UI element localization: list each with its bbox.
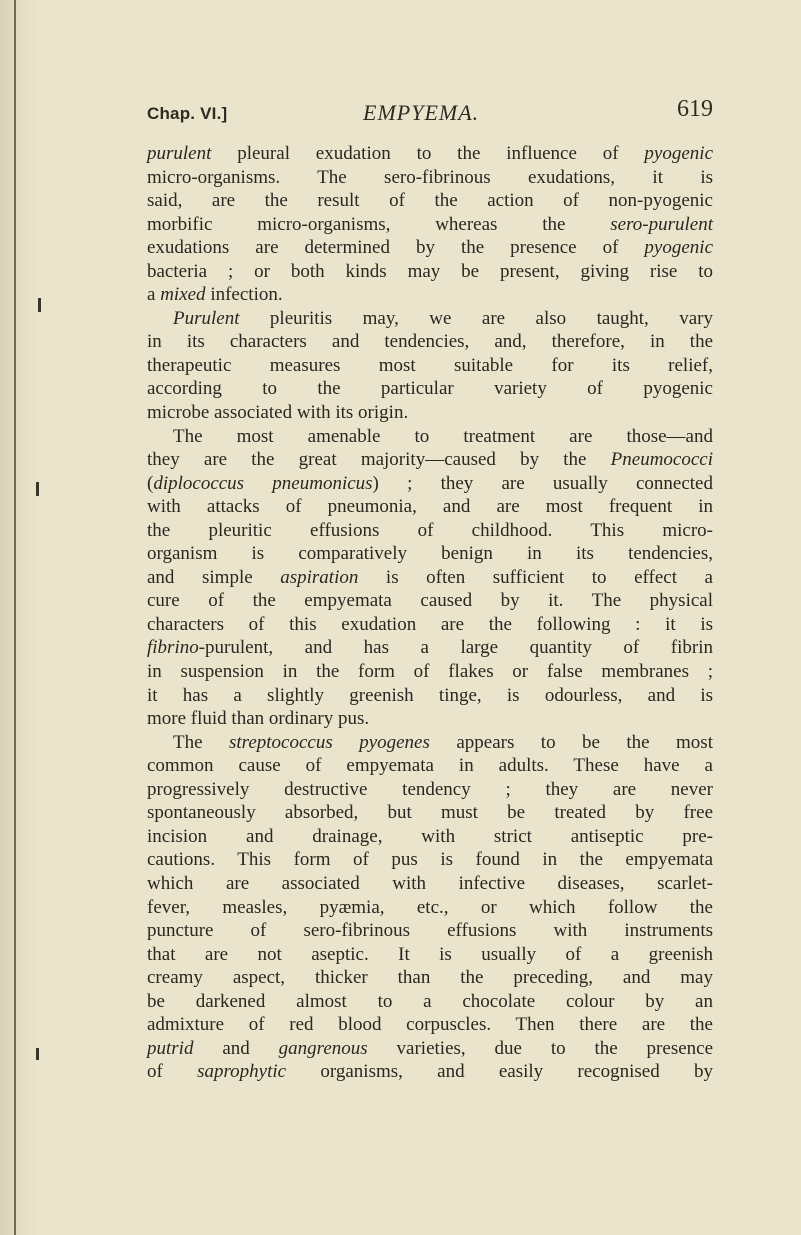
text-line bbox=[147, 1013, 713, 1037]
text-line bbox=[147, 990, 713, 1014]
page-edge-shadow bbox=[0, 0, 40, 1235]
text-run: cure of the empyemata caused by it. The physical bbox=[147, 590, 713, 612]
text-line bbox=[147, 377, 713, 401]
binding-mark bbox=[38, 298, 41, 312]
text-run: a bbox=[147, 284, 161, 306]
text-run: which are associated with infective diseases, scarlet- bbox=[147, 872, 713, 894]
text-line bbox=[147, 636, 713, 660]
text-line bbox=[147, 307, 713, 331]
text-run: organism is comparatively benign in its tendencies, bbox=[147, 543, 713, 565]
italic-term: putrid bbox=[147, 1037, 194, 1059]
text-line bbox=[147, 142, 713, 166]
text-line bbox=[147, 943, 713, 967]
text-run: characters of this exudation are the following : it is bbox=[147, 613, 713, 635]
text-line bbox=[147, 684, 713, 708]
italic-term: diplococcus pneumonicus bbox=[153, 472, 373, 494]
italic-term: purulent bbox=[147, 143, 212, 164]
text-run: micro-organisms. The sero-fibrinous exudations, it is bbox=[147, 166, 713, 188]
text-line bbox=[147, 495, 713, 519]
text-run: creamy aspect, thicker than the preceding, and may bbox=[147, 967, 713, 989]
text-line bbox=[147, 896, 713, 920]
text-line bbox=[147, 425, 713, 449]
text-line bbox=[147, 213, 713, 237]
binding-mark bbox=[36, 1048, 39, 1060]
text-run: fever, measles, pyæmia, etc., or which follow the bbox=[147, 896, 713, 918]
text-run: ) ; they are usually connected bbox=[372, 472, 713, 494]
text-run: with attacks of pneumonia, and are most frequent in bbox=[147, 496, 713, 518]
text-run: they are the great majority—caused by the bbox=[147, 449, 611, 471]
text-run: be darkened almost to a chocolate colour by an bbox=[147, 990, 713, 1012]
text-run: is often sufficient to effect a bbox=[358, 566, 713, 588]
italic-term: saprophytic bbox=[197, 1061, 287, 1083]
text-run: appears to be the most bbox=[429, 731, 713, 753]
text-run: pleuritis may, we are also taught, vary bbox=[239, 307, 713, 329]
body-text bbox=[147, 142, 713, 1084]
text-run: common cause of empyemata in adults. These have a bbox=[147, 755, 713, 777]
text-line bbox=[147, 731, 713, 755]
text-line bbox=[147, 448, 713, 472]
page-number: 619 bbox=[677, 96, 713, 122]
text-run: organisms, and easily recognised by bbox=[286, 1061, 713, 1083]
text-line bbox=[147, 260, 713, 284]
running-head bbox=[147, 96, 713, 136]
text-run: therapeutic measures most suitable for its relief, bbox=[147, 354, 713, 376]
italic-term: mixed bbox=[160, 284, 206, 306]
text-run: in its characters and tendencies, and, therefore, in the bbox=[147, 331, 713, 353]
text-line bbox=[147, 283, 713, 307]
text-run: spontaneously absorbed, but must be treated by free bbox=[147, 802, 713, 824]
text-run: incision and drainage, with strict antiseptic pre- bbox=[147, 825, 713, 847]
text-run: morbific micro-organisms, whereas the bbox=[147, 213, 611, 235]
text-run: that are not aseptic. It is usually of a greenish bbox=[147, 943, 713, 965]
text-line bbox=[147, 236, 713, 260]
text-line bbox=[147, 825, 713, 849]
text-line bbox=[147, 401, 713, 425]
binding-mark bbox=[36, 482, 39, 496]
text-run: progressively destructive tendency ; they are never bbox=[147, 778, 713, 800]
text-line bbox=[147, 166, 713, 190]
text-line bbox=[147, 1060, 713, 1084]
chapter-label: Chap. VI.] bbox=[147, 104, 228, 123]
italic-term: Purulent bbox=[173, 307, 240, 329]
italic-term: Pneumococci bbox=[610, 449, 713, 471]
italic-term: pyogenic bbox=[644, 237, 713, 259]
text-run: ( bbox=[147, 472, 154, 494]
text-run: the pleuritic effusions of childhood. This micro- bbox=[147, 519, 713, 541]
text-line bbox=[147, 660, 713, 684]
text-run: admixture of red blood corpuscles. Then there are the bbox=[147, 1014, 713, 1036]
text-line bbox=[147, 707, 713, 731]
italic-term: streptococcus pyogenes bbox=[228, 731, 430, 753]
text-line bbox=[147, 330, 713, 354]
page-title: EMPYEMA. bbox=[363, 100, 480, 125]
text-run: puncture of sero-fibrinous effusions with instruments bbox=[147, 920, 713, 942]
text-run: it has a slightly greenish tinge, is odourless, and is bbox=[147, 684, 713, 706]
text-line bbox=[147, 472, 713, 496]
text-run: and bbox=[193, 1037, 279, 1059]
text-line bbox=[147, 519, 713, 543]
text-line bbox=[147, 919, 713, 943]
text-run: -purulent, and has a large quantity of fibrin bbox=[198, 637, 713, 659]
italic-term: gangrenous bbox=[278, 1037, 368, 1059]
text-run: bacteria ; or both kinds may be present, giving rise to bbox=[147, 260, 713, 282]
text-line bbox=[147, 566, 713, 590]
text-run: more fluid than ordinary pus. bbox=[147, 708, 370, 730]
text-run: The most amenable to treatment are those—and bbox=[173, 425, 713, 447]
text-line bbox=[147, 966, 713, 990]
text-line bbox=[147, 1037, 713, 1061]
text-run: and simple bbox=[147, 566, 281, 588]
text-line bbox=[147, 801, 713, 825]
text-run: of bbox=[147, 1061, 198, 1083]
italic-term: aspiration bbox=[280, 566, 359, 588]
text-run: infection. bbox=[205, 284, 283, 306]
text-run: cautions. This form of pus is found in the empyemata bbox=[147, 849, 713, 871]
text-line bbox=[147, 354, 713, 378]
text-run: exudations are determined by the presence of bbox=[147, 237, 645, 259]
text-run: pleural exudation to the influence of bbox=[211, 143, 645, 164]
text-line bbox=[147, 872, 713, 896]
text-run: The bbox=[173, 731, 229, 753]
text-line bbox=[147, 754, 713, 778]
text-line bbox=[147, 613, 713, 637]
italic-term: pyogenic bbox=[644, 143, 713, 164]
text-run: in suspension in the form of flakes or false membranes ; bbox=[147, 661, 713, 683]
text-run: varieties, due to the presence bbox=[367, 1037, 714, 1059]
italic-term: sero-purulent bbox=[610, 213, 713, 235]
text-line bbox=[147, 189, 713, 213]
text-line bbox=[147, 778, 713, 802]
text-run: microbe associated with its origin. bbox=[147, 402, 409, 424]
text-line bbox=[147, 848, 713, 872]
text-run: according to the particular variety of pyogenic bbox=[147, 378, 713, 400]
text-line bbox=[147, 542, 713, 566]
italic-term: fibrino bbox=[147, 637, 199, 659]
text-run: said, are the result of the action of non-pyogenic bbox=[147, 190, 713, 212]
binding-edge-line bbox=[14, 0, 16, 1235]
text-line bbox=[147, 589, 713, 613]
